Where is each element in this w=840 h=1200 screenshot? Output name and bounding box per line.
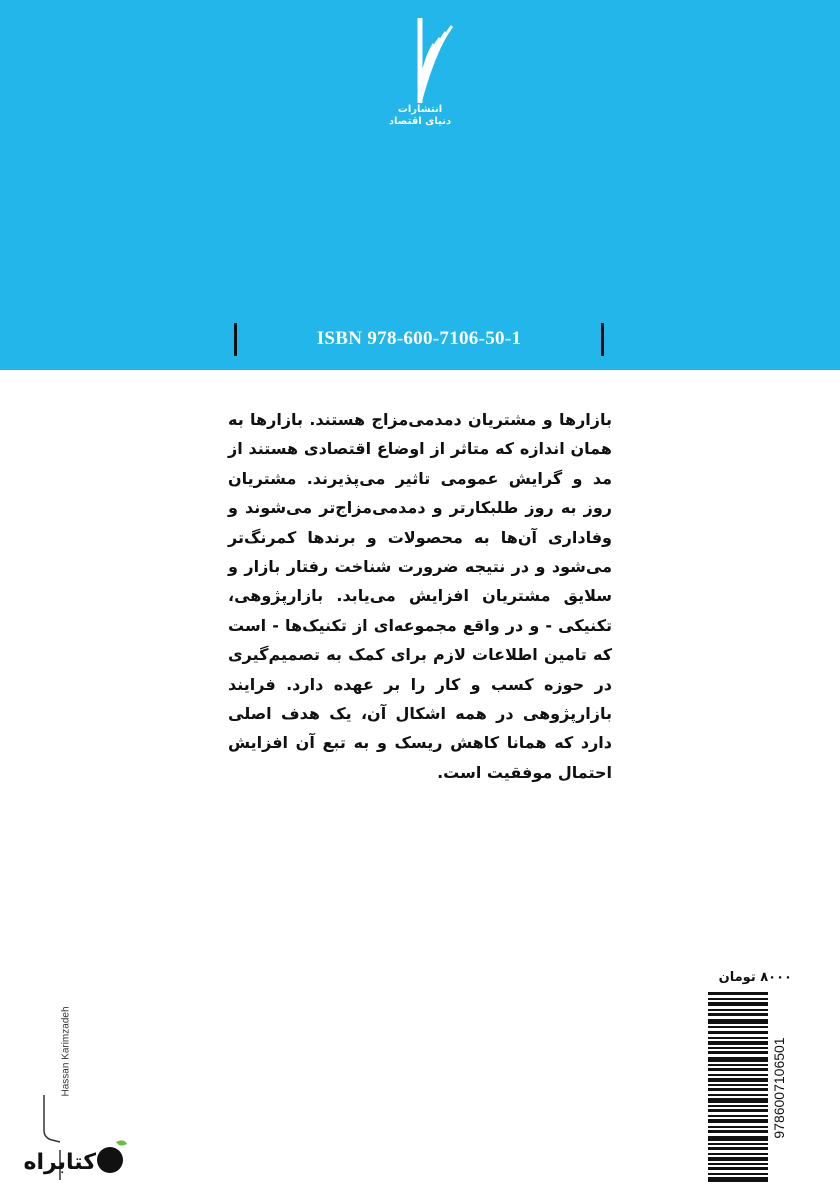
publisher-name bbox=[380, 104, 460, 128]
barcode-digits: 9786007106501 bbox=[771, 1037, 787, 1139]
publisher-name-line1: انتشارات bbox=[397, 104, 443, 115]
watermark-text: کتابراه bbox=[23, 1150, 96, 1175]
price-label: ۸۰۰۰ تومان bbox=[718, 970, 792, 985]
back-cover-blurb: بازارها و مشتریان دمدمی‌مزاج هستند. بازارها به همان اندازه که متاثر از اوضاع اقتصادی هستند از مد و گرایش عمومی تاثیر می‌پذیرند. مشتریان روز به روز طلبکارتر و دمدمی‌مزاج‌تر می‌شوند و وفاداری آن‌ها به محصولات و برندها کمرنگ‌تر می‌شود و در نتیجه ضرورت شناخت رفتار بازار و سلایق مشتریان افزایش می‌یابد. بازارپژوهی، تکنیکی - و در واقع مجموعه‌ای از تکنیک‌ها - است که تامین اطلاعات لازم برای کمک به تصمیم‌گیری در حوزه کسب و کار را بر عهده دارد. فرایند بازارپژوهی در همه اشکال آن، یک هدف اصلی دارد که همانا کاهش ریسک و به تبع آن افزایش احتمال موفقیت است. bbox=[228, 410, 612, 782]
isbn-right-bar bbox=[601, 323, 604, 356]
barcode-icon bbox=[706, 990, 796, 1186]
isbn-left-bar bbox=[234, 323, 237, 356]
publisher-name-line2: دنیای اقتصاد bbox=[388, 116, 452, 127]
isbn-text: ISBN 978-600-7106-50-1 bbox=[316, 328, 522, 349]
designer-credit-text: Hassan Karimzadeh bbox=[60, 1006, 72, 1097]
cover-top-band bbox=[0, 0, 840, 370]
